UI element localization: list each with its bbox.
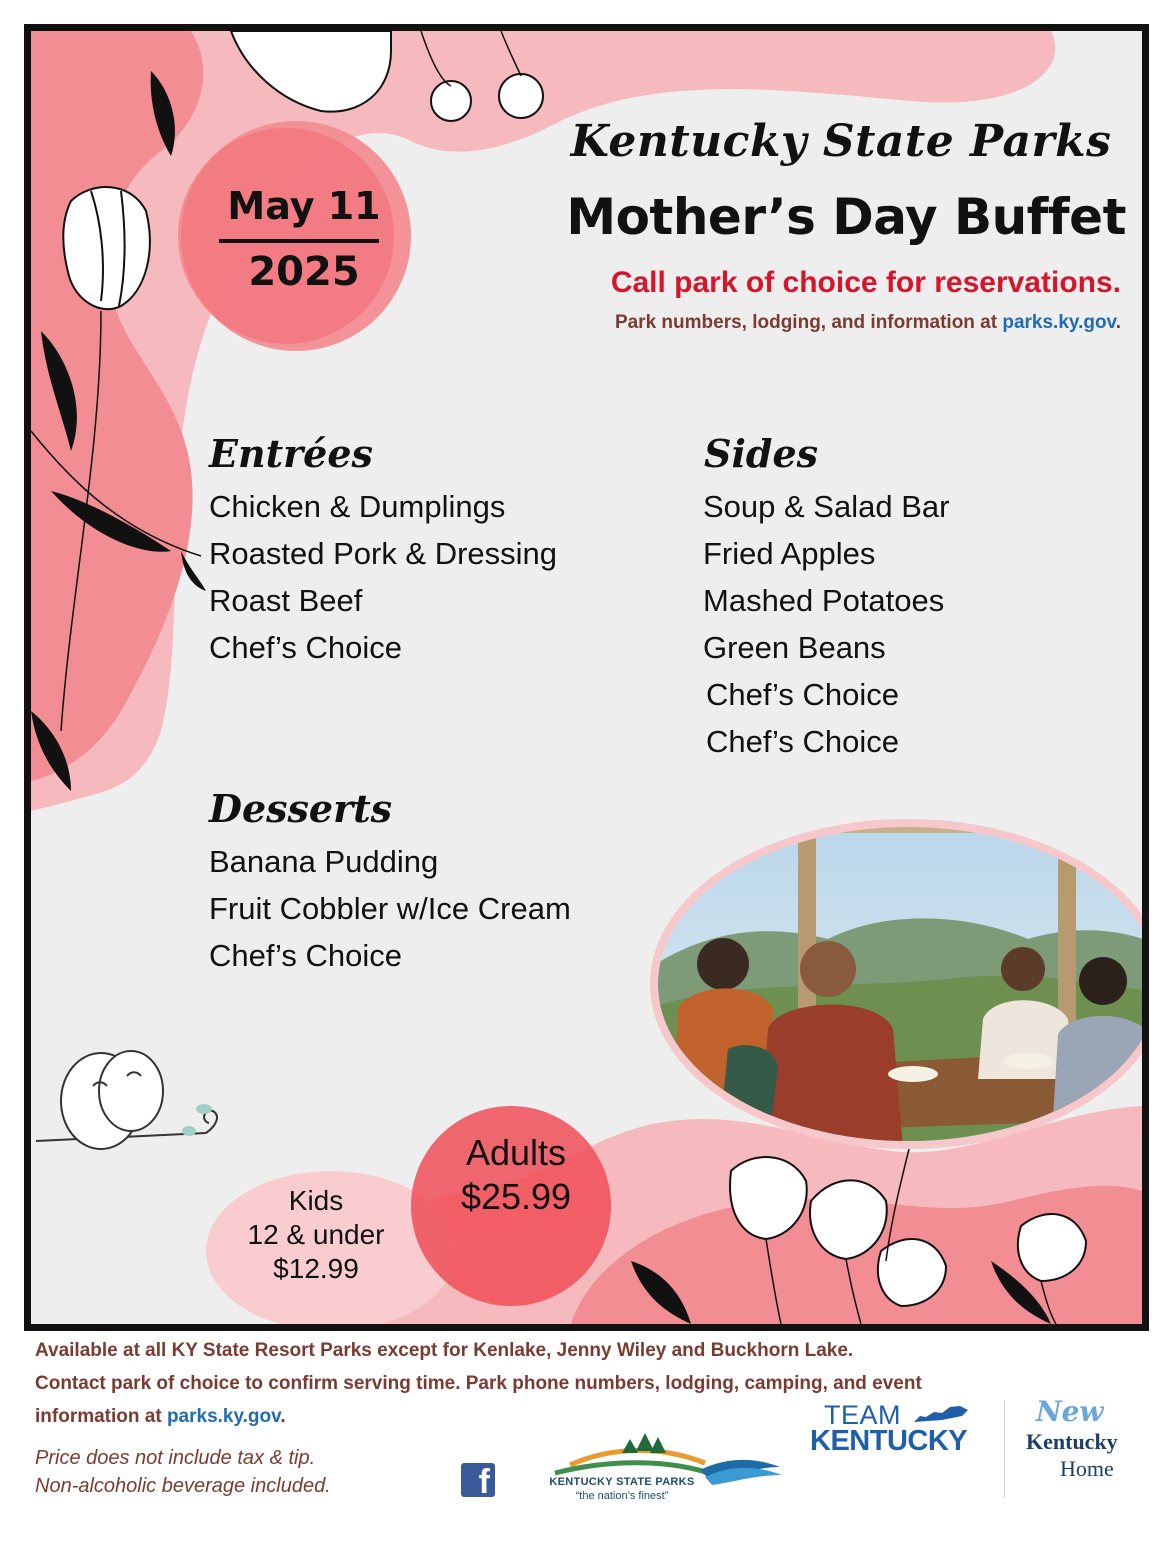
kids-price-block [211, 1184, 421, 1286]
park-name-heading: Kentucky State Parks [570, 116, 1112, 167]
list-item: Roast Beef [209, 583, 363, 618]
price-note: Price does not include tax & tip. [35, 1447, 316, 1469]
info-text: Park numbers, lodging, and information at [614, 312, 1003, 333]
new-kentucky-home-kentucky: Kentucky [1026, 1429, 1118, 1454]
date-month-day: May 11 [227, 184, 381, 228]
entrees-heading: Entrées [209, 431, 373, 476]
team-kentucky-bottom: KENTUCKY [810, 1425, 968, 1457]
entrees-list [209, 483, 557, 671]
contact-line: Contact park of choice to confirm serving time. Park phone numbers, lodging, camping, and event [35, 1373, 922, 1394]
family-dining-photo [648, 819, 1149, 1149]
list-item: Fruit Cobbler w/Ice Cream [209, 891, 571, 926]
list-item: Chef’s Choice [706, 724, 899, 759]
info-footer-text: information at [35, 1406, 167, 1427]
kids-price: $12.99 [273, 1253, 359, 1284]
new-kentucky-home-new: New [1036, 1395, 1104, 1428]
flyer-frame [24, 24, 1149, 1331]
team-kentucky-top: TEAM [824, 1400, 902, 1430]
event-title: Mother’s Day Buffet [566, 188, 1126, 246]
info-footer-period: . [280, 1406, 286, 1427]
list-item: Chicken & Dumplings [209, 489, 506, 524]
footer-parks-website-link[interactable]: parks.ky.gov [166, 1406, 281, 1427]
reservation-call-to-action: Call park of choice for reservations. [610, 266, 1121, 299]
date-year: 2025 [248, 249, 360, 295]
info-footer-line [35, 1406, 286, 1428]
kids-label: Kids [288, 1185, 344, 1216]
sides-heading: Sides [704, 431, 819, 476]
adults-label: Adults [465, 1132, 567, 1173]
list-item: Fried Apples [703, 536, 876, 571]
parks-website-link[interactable]: parks.ky.gov [1002, 312, 1116, 333]
list-item: Roasted Pork & Dressing [209, 536, 558, 571]
list-item: Soup & Salad Bar [703, 489, 950, 524]
desserts-list [209, 838, 571, 979]
kids-age: 12 & under [247, 1219, 385, 1250]
availability-line: Available at all KY State Resort Parks except for Kenlake, Jenny Wiley and Buckhorn Lake. [35, 1340, 854, 1361]
date-divider [219, 239, 379, 243]
list-item: Chef’s Choice [209, 630, 402, 665]
list-item: Chef’s Choice [209, 938, 402, 973]
desserts-heading: Desserts [209, 786, 393, 831]
adults-price: $25.99 [460, 1176, 572, 1217]
info-period: . [1115, 312, 1121, 333]
sides-list [703, 483, 949, 765]
logo-divider [1004, 1400, 1005, 1498]
list-item: Chef’s Choice [706, 677, 899, 712]
adults-price-block [416, 1131, 616, 1219]
info-line [411, 312, 1121, 334]
kentucky-state-icon [912, 1404, 970, 1424]
beverage-note: Non-alcoholic beverage included. [35, 1475, 331, 1497]
list-item: Mashed Potatoes [703, 583, 945, 618]
ksp-name: KENTUCKY STATE PARKS [549, 1476, 695, 1488]
new-kentucky-home-home: Home [1060, 1456, 1114, 1481]
facebook-icon[interactable]: f [461, 1463, 495, 1497]
list-item: Green Beans [703, 630, 886, 665]
ksp-tagline: “the nation’s finest” [575, 1490, 669, 1502]
list-item: Banana Pudding [209, 844, 439, 879]
